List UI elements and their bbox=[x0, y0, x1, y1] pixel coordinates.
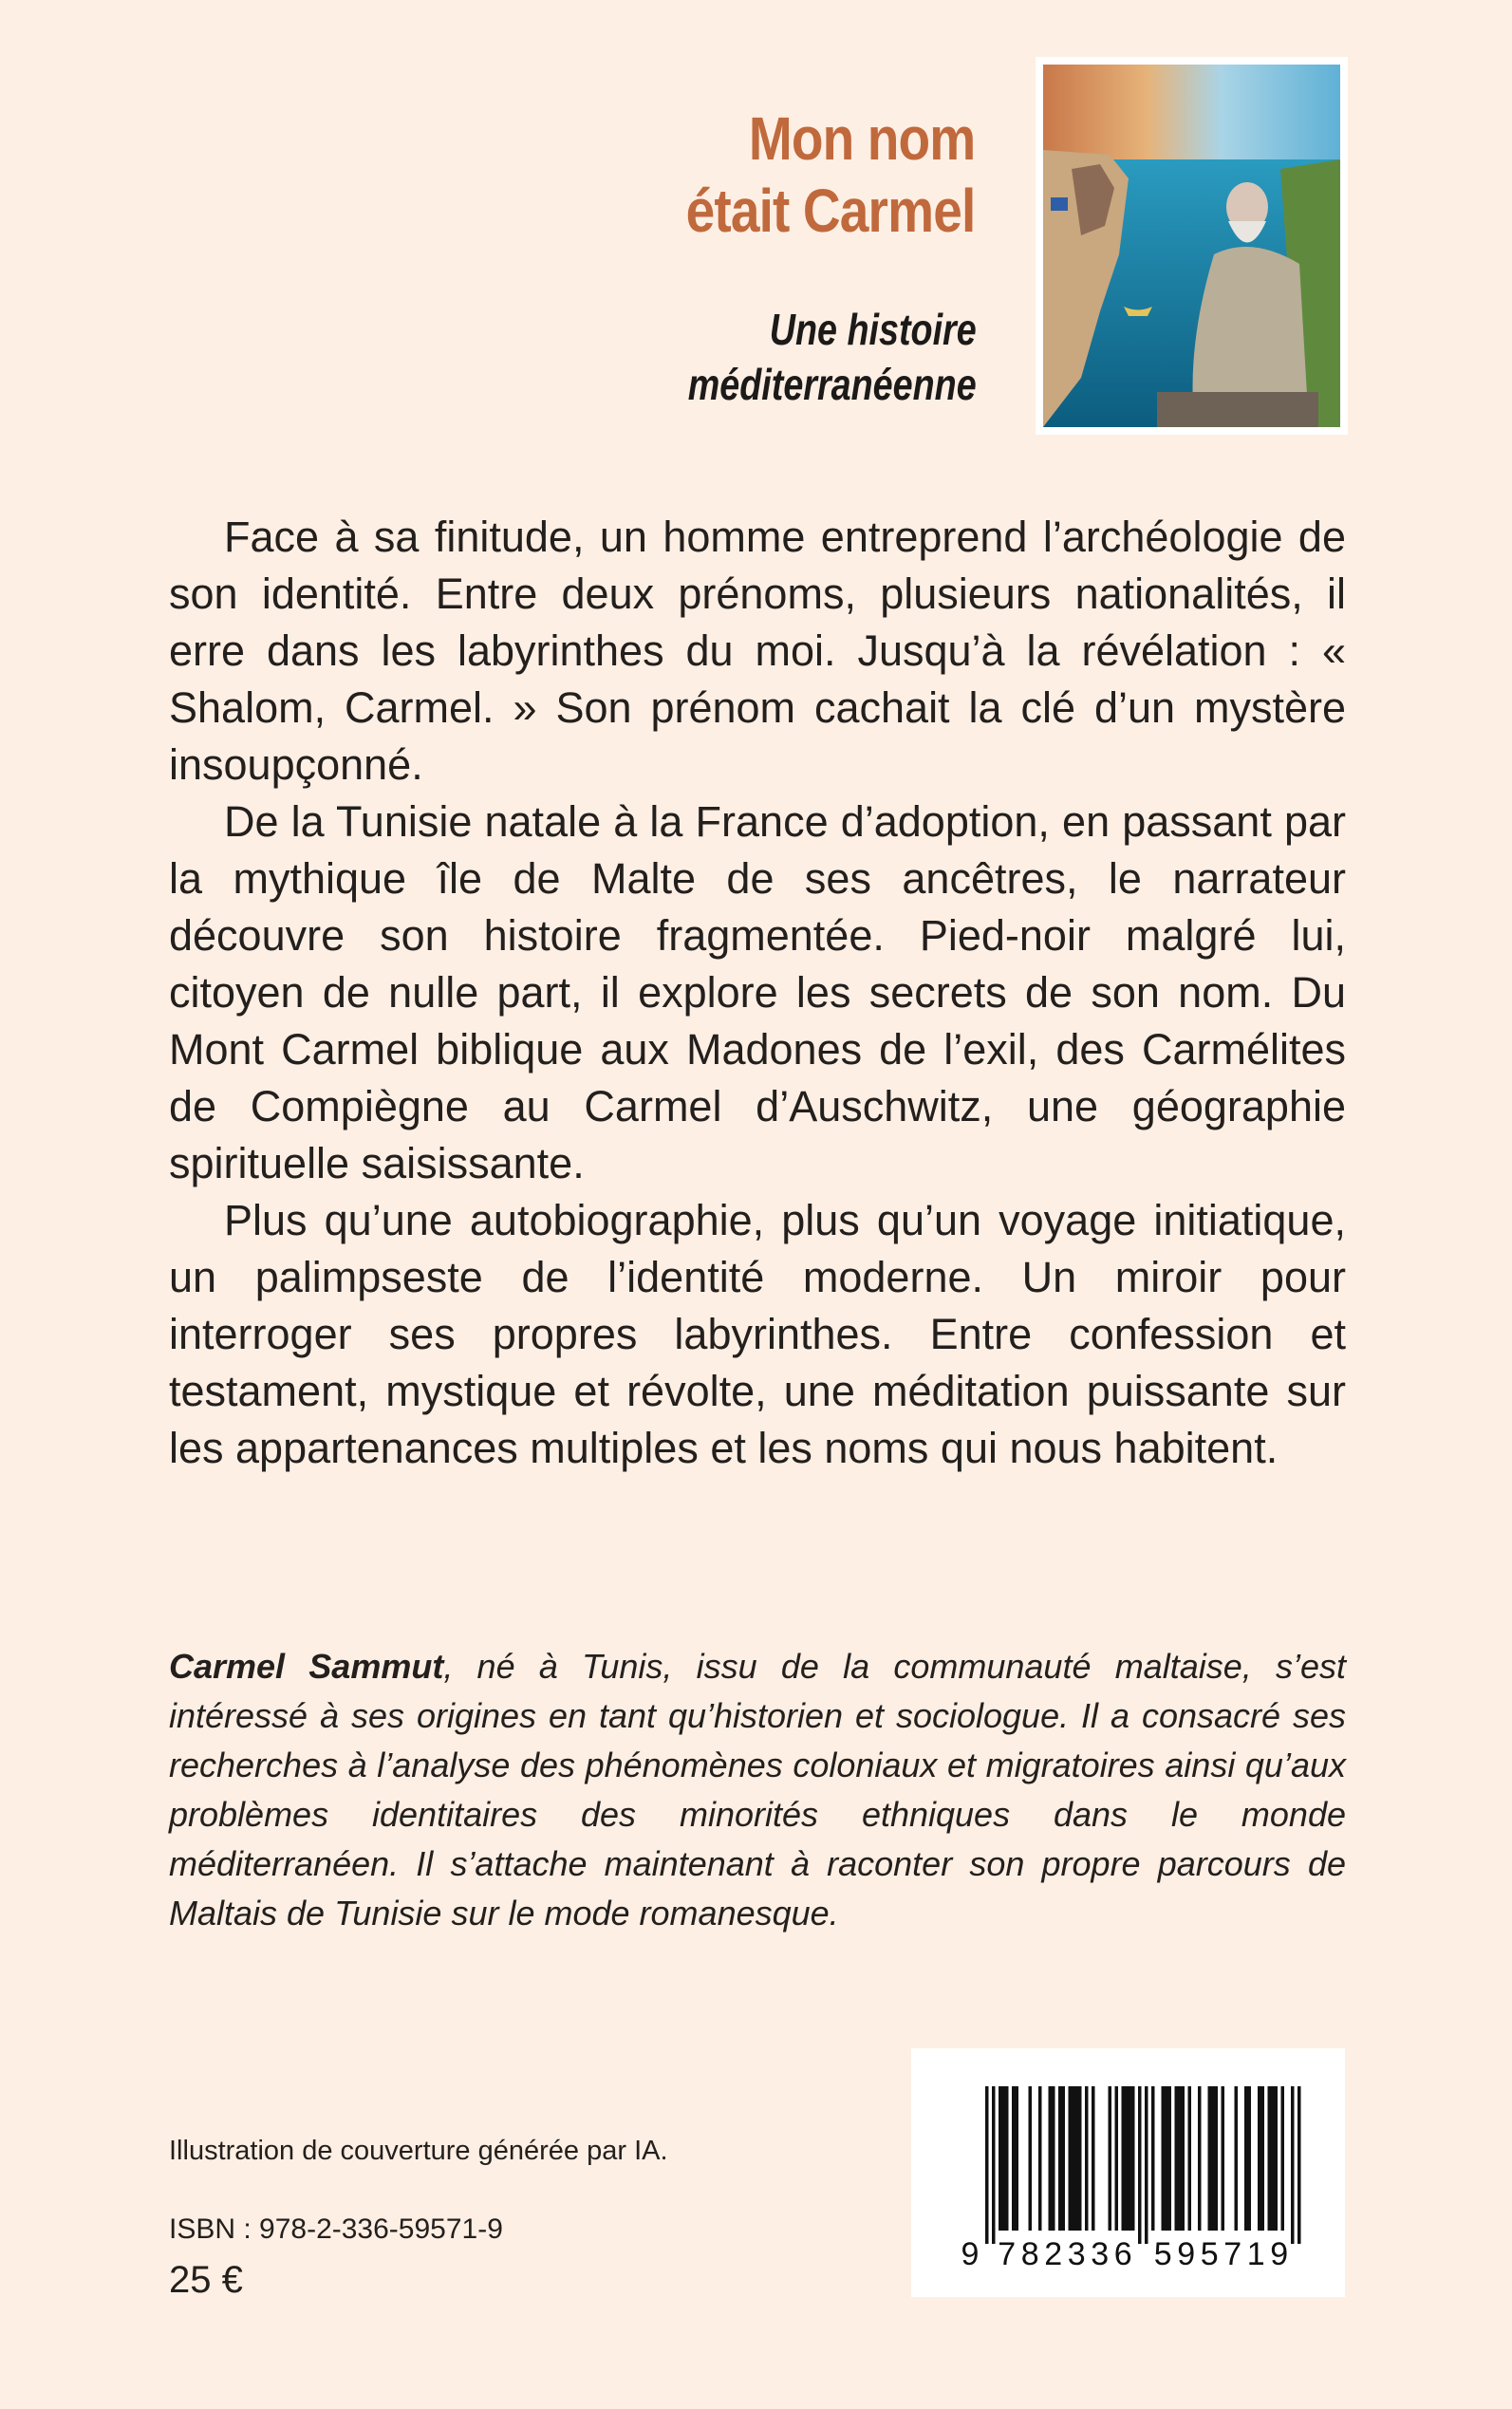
barcode-bar bbox=[1069, 2086, 1073, 2231]
illustration-credit: Illustration de couverture générée par IA. bbox=[169, 2136, 668, 2166]
barcode-bar bbox=[1058, 2086, 1062, 2231]
subtitle-line: Une histoire bbox=[770, 305, 977, 354]
barcode-bar bbox=[1162, 2086, 1166, 2231]
barcode-bar bbox=[1291, 2086, 1295, 2244]
barcode-bar bbox=[1222, 2086, 1225, 2231]
barcode-bar bbox=[1062, 2086, 1066, 2231]
book-subtitle bbox=[688, 302, 977, 412]
barcode-bar bbox=[1072, 2086, 1075, 2231]
barcode-digit: 2 bbox=[1044, 2236, 1063, 2272]
title-line: était Carmel bbox=[685, 177, 975, 245]
barcode-bar bbox=[1085, 2086, 1089, 2231]
barcode-bar bbox=[1268, 2086, 1272, 2231]
barcode-bar bbox=[1297, 2086, 1301, 2244]
barcode-graphic bbox=[911, 2048, 1345, 2297]
blurb-paragraph: Face à sa finitude, un homme entreprend l’archéologie de son identité. Entre deux prénoms, plusieurs nationalités, il erre dans les labyrinthes du moi. Jusqu’à la révélation : « Shalom, Carmel. » Son prénom cachait la clé d’un mystère insoupçonné. bbox=[169, 513, 1346, 789]
barcode-digit: 1 bbox=[1246, 2236, 1265, 2272]
author-name: Carmel Sammut bbox=[169, 1647, 444, 1686]
blurb-paragraph: De la Tunisie natale à la France d’adoption, en passant par la mythique île de Malte de ses ancêtres, le narrateur découvre son histoire fragmentée. Pied-noir malgré lui, citoyen de nulle part, il explore les secrets de son nom. Du Mont Carmel biblique aux Madones de l’exil, des Carmélites de Compiègne au Carmel d’Auschwitz, une géographie spirituelle saisissante. bbox=[169, 797, 1346, 1187]
price: 25 € bbox=[169, 2259, 243, 2301]
barcode-digit: 3 bbox=[1067, 2236, 1086, 2272]
barcode-bar bbox=[1168, 2086, 1172, 2231]
barcode bbox=[911, 2048, 1345, 2297]
barcode-bar bbox=[1138, 2086, 1142, 2244]
barcode-bar bbox=[1178, 2086, 1182, 2231]
barcode-bar bbox=[1049, 2086, 1053, 2231]
barcode-digit: 9 bbox=[1177, 2236, 1196, 2272]
barcode-bar bbox=[1275, 2086, 1279, 2231]
barcode-bar bbox=[1129, 2086, 1132, 2231]
barcode-bar bbox=[1261, 2086, 1265, 2231]
title-line: Mon nom bbox=[748, 104, 975, 173]
barcode-bar bbox=[1244, 2086, 1248, 2231]
barcode-bar bbox=[1052, 2086, 1055, 2231]
barcode-bar bbox=[1208, 2086, 1212, 2231]
barcode-bar bbox=[1235, 2086, 1239, 2231]
subtitle-line: méditerranéenne bbox=[688, 360, 977, 409]
back-cover-blurb bbox=[169, 509, 1346, 1477]
barcode-bar bbox=[1092, 2086, 1095, 2231]
barcode-bar bbox=[1125, 2086, 1129, 2231]
barcode-bar bbox=[1248, 2086, 1252, 2231]
barcode-digit: 5 bbox=[1200, 2236, 1219, 2272]
barcode-digit: 7 bbox=[1223, 2236, 1242, 2272]
barcode-bar bbox=[1151, 2086, 1155, 2231]
barcode-bar bbox=[1271, 2086, 1275, 2231]
barcode-bar bbox=[1131, 2086, 1135, 2231]
barcode-bar bbox=[1109, 2086, 1112, 2231]
author-bio-text: , né à Tunis, issu de la communauté maltaise, s’est intéressé à ses origines en tant qu’historien et sociologue. Il a consacré ses recherches à l’analyse des phénomènes coloniaux et migratoires ainsi qu’aux problèmes identitaires des minorités ethniques dans le monde méditerranéen. Il s’attache maintenant à raconter son propre parcours de Maltais de Tunisie sur le mode romanesque. bbox=[169, 1647, 1346, 1933]
barcode-bar bbox=[1016, 2086, 1019, 2231]
isbn: ISBN : 978-2-336-59571-9 bbox=[169, 2213, 503, 2245]
barcode-bar bbox=[1188, 2086, 1192, 2231]
barcode-bar bbox=[1115, 2086, 1119, 2231]
barcode-bar bbox=[1175, 2086, 1179, 2231]
barcode-bar bbox=[1211, 2086, 1215, 2231]
barcode-bar bbox=[1038, 2086, 1042, 2231]
barcode-bar bbox=[985, 2086, 989, 2244]
barcode-digit: 7 bbox=[998, 2236, 1017, 2272]
barcode-bar bbox=[1182, 2086, 1185, 2231]
barcode-digit: 5 bbox=[1153, 2236, 1172, 2272]
barcode-bar bbox=[1258, 2086, 1261, 2231]
author-bio bbox=[169, 1642, 1346, 1938]
barcode-bar bbox=[999, 2086, 1002, 2231]
barcode-bar bbox=[1075, 2086, 1079, 2231]
barcode-digit: 9 bbox=[1270, 2236, 1289, 2272]
barcode-bar bbox=[1198, 2086, 1202, 2231]
barcode-bar bbox=[1005, 2086, 1009, 2231]
barcode-bar bbox=[1165, 2086, 1168, 2231]
barcode-bar bbox=[1002, 2086, 1006, 2231]
cover-illustration bbox=[1036, 57, 1348, 435]
barcode-digit: 9 bbox=[961, 2236, 980, 2272]
barcode-digit: 3 bbox=[1091, 2236, 1110, 2272]
barcode-bar bbox=[1215, 2086, 1219, 2231]
blurb-paragraph: Plus qu’une autobiographie, plus qu’un voyage initiatique, un palimpseste de l’identité moderne. Un miroir pour interroger ses propres labyrinthes. Entre confession et testament, mystique et révolte, une méditation puissante sur les appartenances multiples et les noms qui nous habitent. bbox=[169, 1196, 1346, 1472]
barcode-bar bbox=[1029, 2086, 1033, 2231]
barcode-bar bbox=[992, 2086, 996, 2244]
book-title bbox=[685, 103, 975, 247]
barcode-bar bbox=[1281, 2086, 1285, 2231]
barcode-digit: 6 bbox=[1113, 2236, 1132, 2272]
barcode-bar bbox=[1012, 2086, 1016, 2231]
barcode-digit: 8 bbox=[1020, 2236, 1039, 2272]
barcode-bar bbox=[1122, 2086, 1126, 2231]
barcode-bar bbox=[1078, 2086, 1082, 2231]
barcode-bar bbox=[1145, 2086, 1148, 2244]
